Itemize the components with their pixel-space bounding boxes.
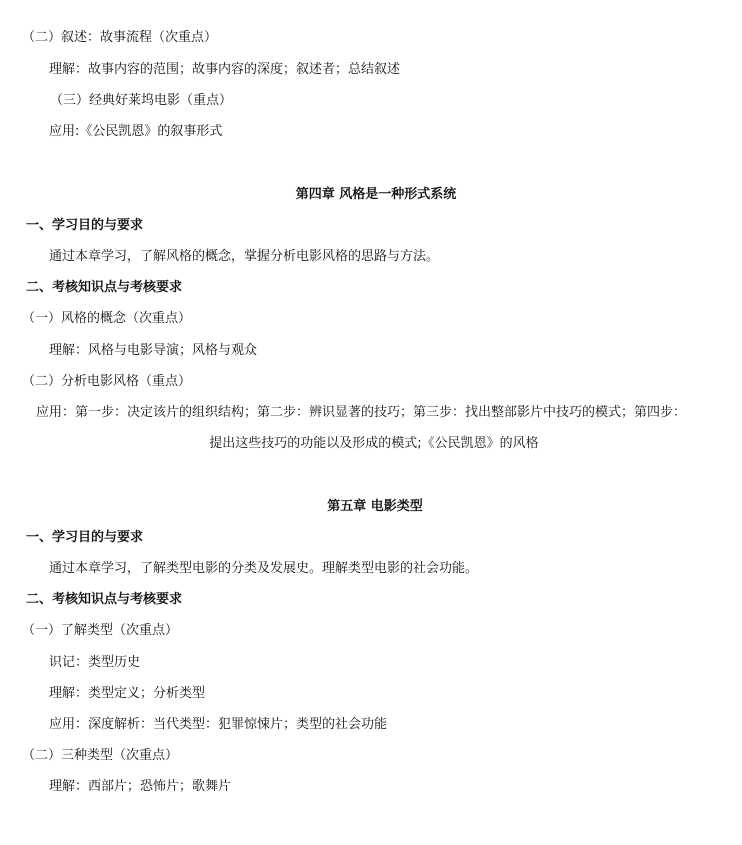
- text-line: （一）了解类型（次重点）: [22, 623, 179, 638]
- text-line: 应用：第一步：决定该片的组织结构；第二步：辨识显著的技巧；第三步：找出整部影片中技巧的模式；第四步：: [36, 405, 687, 420]
- text-line: 理解：类型定义；分析类型: [49, 686, 206, 701]
- section-heading: 一、学习目的与要求: [26, 218, 144, 233]
- chapter-heading: 第五章 电影类型: [327, 499, 423, 514]
- text-line: 应用:《公民凯恩》的叙事形式: [49, 124, 223, 139]
- text-line: （二）分析电影风格（重点）: [22, 374, 192, 389]
- section-heading: 一、学习目的与要求: [26, 530, 144, 545]
- text-line: （三）经典好莱坞电影（重点）: [50, 93, 233, 108]
- text-line: 理解：故事内容的范围；故事内容的深度；叙述者；总结叙述: [49, 62, 401, 77]
- section-heading: 二、考核知识点与考核要求: [26, 280, 183, 295]
- section-heading: 二、考核知识点与考核要求: [26, 592, 183, 607]
- text-line: 通过本章学习，了解类型电影的分类及发展史。理解类型电影的社会功能。: [49, 561, 479, 576]
- text-line: （二）三种类型（次重点）: [22, 748, 179, 763]
- text-line: （二）叙述：故事流程（次重点）: [22, 30, 218, 45]
- chapter-heading: 第四章 风格是一种形式系统: [295, 187, 457, 202]
- text-line: （一）风格的概念（次重点）: [22, 311, 192, 326]
- text-line: 识记：类型历史: [49, 655, 141, 670]
- text-line: 理解：风格与电影导演；风格与观众: [49, 343, 258, 358]
- chapter-heading: 提出这些技巧的功能以及形成的模式;《公民凯恩》的风格: [209, 436, 539, 451]
- text-line: 应用：深度解析：当代类型：犯罪惊悚片；类型的社会功能: [49, 717, 388, 732]
- text-line: 理解：西部片；恐怖片；歌舞片: [49, 779, 232, 794]
- text-line: 通过本章学习，了解风格的概念，掌握分析电影风格的思路与方法。: [49, 249, 440, 264]
